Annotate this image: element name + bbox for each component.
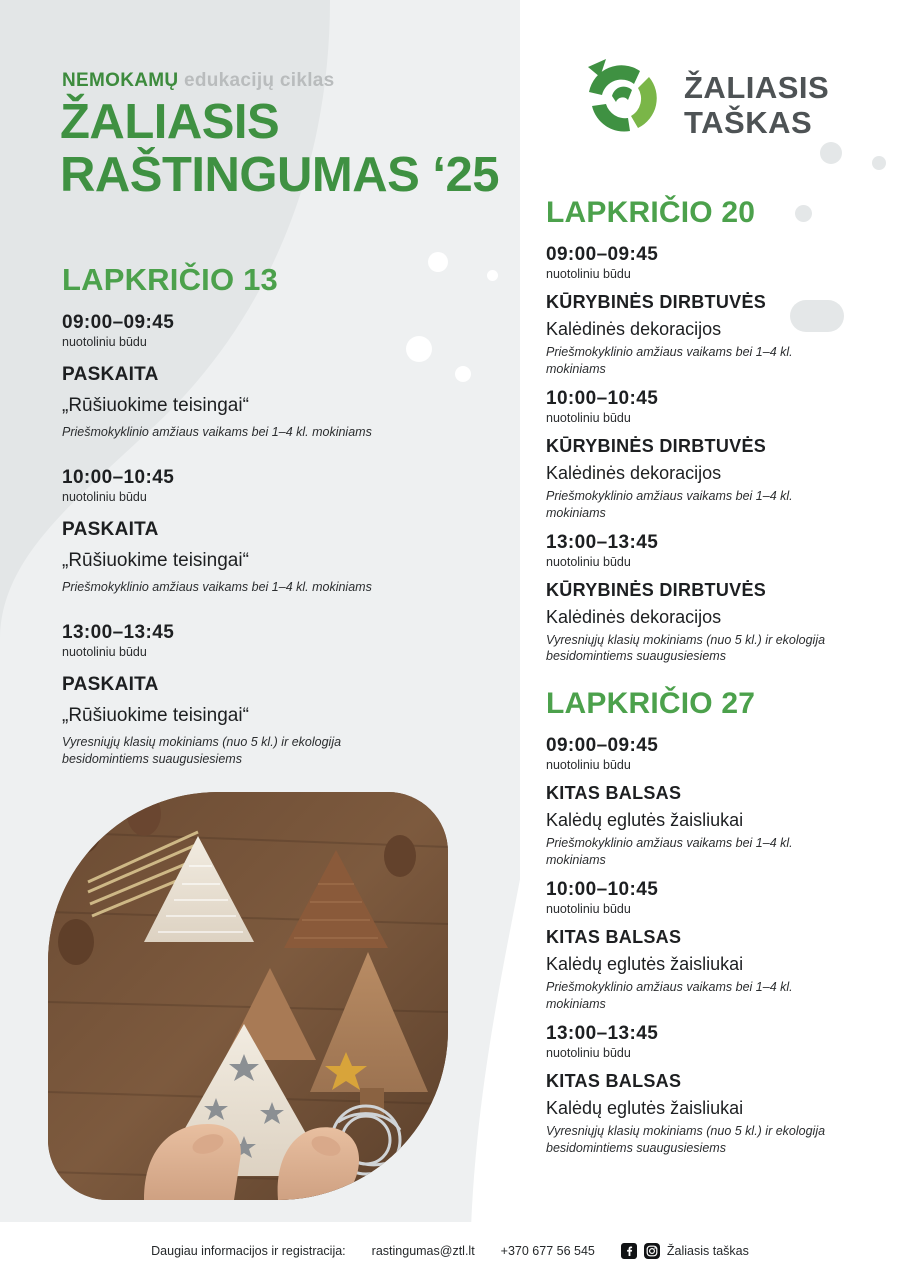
photo-illustration — [48, 792, 448, 1200]
session-audience: Priešmokyklinio amžiaus vaikams bei 1–4 kl. mokiniams — [62, 579, 372, 594]
session-subject: „Rūšiuokime teisingai“ — [62, 549, 249, 571]
page-title-line1: ŽALIASIS — [60, 95, 280, 149]
session-mode: nuotoliniu būdu — [546, 902, 631, 916]
session-audience: Vyresniųjų klasių mokiniams (nuo 5 kl.) ir ekologija besidomintiems suaugusiesiems — [546, 1123, 826, 1155]
session-mode: nuotoliniu būdu — [546, 267, 631, 281]
page-kicker — [62, 70, 335, 92]
brand-logo-line2: TAŠKAS — [684, 104, 813, 140]
session-mode: nuotoliniu būdu — [546, 758, 631, 773]
session-item — [546, 735, 876, 869]
session-time: 10:00–10:45 — [546, 387, 659, 409]
page-title-line2: RAŠTINGUMAS ‘25 — [60, 147, 500, 202]
session-mode: nuotoliniu būdu — [62, 335, 147, 349]
session-time: 09:00–09:45 — [546, 735, 659, 757]
day-title: LAPKRIČIO 27 — [546, 687, 756, 721]
page-title — [60, 96, 499, 202]
session-item — [546, 244, 876, 378]
session-mode: nuotoliniu būdu — [546, 1045, 631, 1060]
session-item — [546, 1023, 876, 1157]
footer-social — [621, 1243, 749, 1259]
session-kind: KITAS BALSAS — [546, 927, 682, 947]
session-time: 09:00–09:45 — [62, 312, 175, 333]
schedule-column-left — [62, 262, 472, 784]
session-subject: Kalėdų eglutės žaisliukai — [546, 1097, 744, 1118]
session-kind: PASKAITA — [62, 673, 159, 695]
footer-social-name[interactable]: Žaliasis taškas — [666, 1244, 749, 1258]
session-kind: PASKAITA — [62, 518, 159, 540]
brand-logo — [572, 55, 862, 141]
day-title: LAPKRIČIO 20 — [546, 196, 756, 229]
session-audience: Vyresniųjų klasių mokiniams (nuo 5 kl.) ir ekologija besidomintiems suaugusiesiems — [546, 632, 826, 664]
session-time: 10:00–10:45 — [546, 879, 659, 900]
session-time: 13:00–13:45 — [546, 531, 659, 553]
session-kind: KŪRYBINĖS DIRBTUVĖS — [546, 579, 767, 600]
footer — [0, 1222, 900, 1280]
session-item — [62, 467, 472, 596]
session-subject: Kalėdinės dekoracijos — [546, 606, 722, 627]
footer-phone[interactable]: +370 677 56 545 — [500, 1244, 595, 1258]
session-item — [546, 879, 876, 1013]
session-item — [62, 312, 472, 441]
session-audience: Vyresniųjų klasių mokiniams (nuo 5 kl.) ir ekologija besidomintiems suaugusiesiems — [62, 734, 342, 766]
session-mode: nuotoliniu būdu — [62, 644, 147, 659]
session-subject: Kalėdų eglutės žaisliukai — [546, 810, 744, 831]
session-kind: PASKAITA — [62, 364, 159, 385]
facebook-icon[interactable] — [621, 1243, 637, 1259]
session-time: 10:00–10:45 — [62, 466, 175, 488]
session-mode: nuotoliniu būdu — [546, 554, 631, 569]
session-kind: KŪRYBINĖS DIRBTUVĖS — [546, 435, 767, 456]
day-title: LAPKRIČIO 13 — [62, 262, 278, 297]
footer-info-label: Daugiau informacijos ir registracija: — [151, 1244, 346, 1258]
session-subject: Kalėdinės dekoracijos — [546, 462, 722, 483]
session-mode: nuotoliniu būdu — [62, 489, 147, 504]
kicker-rest: edukacijų ciklas — [178, 70, 335, 91]
brand-logo-text — [684, 71, 829, 140]
recycle-arrows-icon — [572, 55, 672, 141]
instagram-icon[interactable] — [644, 1243, 660, 1259]
session-item — [546, 388, 876, 522]
session-audience: Priešmokyklinio amžiaus vaikams bei 1–4 kl. mokiniams — [546, 836, 793, 868]
session-time: 09:00–09:45 — [546, 244, 659, 265]
session-audience: Priešmokyklinio amžiaus vaikams bei 1–4 kl. mokiniams — [546, 488, 793, 520]
session-time: 13:00–13:45 — [546, 1022, 659, 1044]
brand-logo-line1: ŽALIASIS — [684, 70, 830, 105]
session-mode: nuotoliniu būdu — [546, 410, 631, 425]
session-subject: „Rūšiuokime teisingai“ — [62, 395, 249, 416]
session-audience: Priešmokyklinio amžiaus vaikams bei 1–4 kl. mokiniams — [546, 980, 793, 1011]
session-item — [62, 622, 402, 768]
session-audience: Priešmokyklinio amžiaus vaikams bei 1–4 kl. mokiniams — [62, 425, 372, 439]
session-item — [546, 532, 876, 666]
session-subject: Kalėdinės dekoracijos — [546, 319, 722, 339]
kicker-strong: NEMOKAMŲ — [62, 70, 179, 91]
session-kind: KITAS BALSAS — [546, 1070, 682, 1091]
session-time: 13:00–13:45 — [62, 621, 175, 643]
session-kind: KITAS BALSAS — [546, 783, 682, 804]
session-kind: KŪRYBINĖS DIRBTUVĖS — [546, 292, 767, 312]
photo-christmas-crafts — [48, 792, 448, 1200]
session-audience: Priešmokyklinio amžiaus vaikams bei 1–4 kl. mokiniams — [546, 345, 793, 376]
footer-email[interactable]: rastingumas@ztl.lt — [371, 1244, 475, 1258]
session-subject: „Rūšiuokime teisingai“ — [62, 704, 249, 726]
session-subject: Kalėdų eglutės žaisliukai — [546, 954, 744, 974]
schedule-column-right — [546, 196, 876, 1163]
